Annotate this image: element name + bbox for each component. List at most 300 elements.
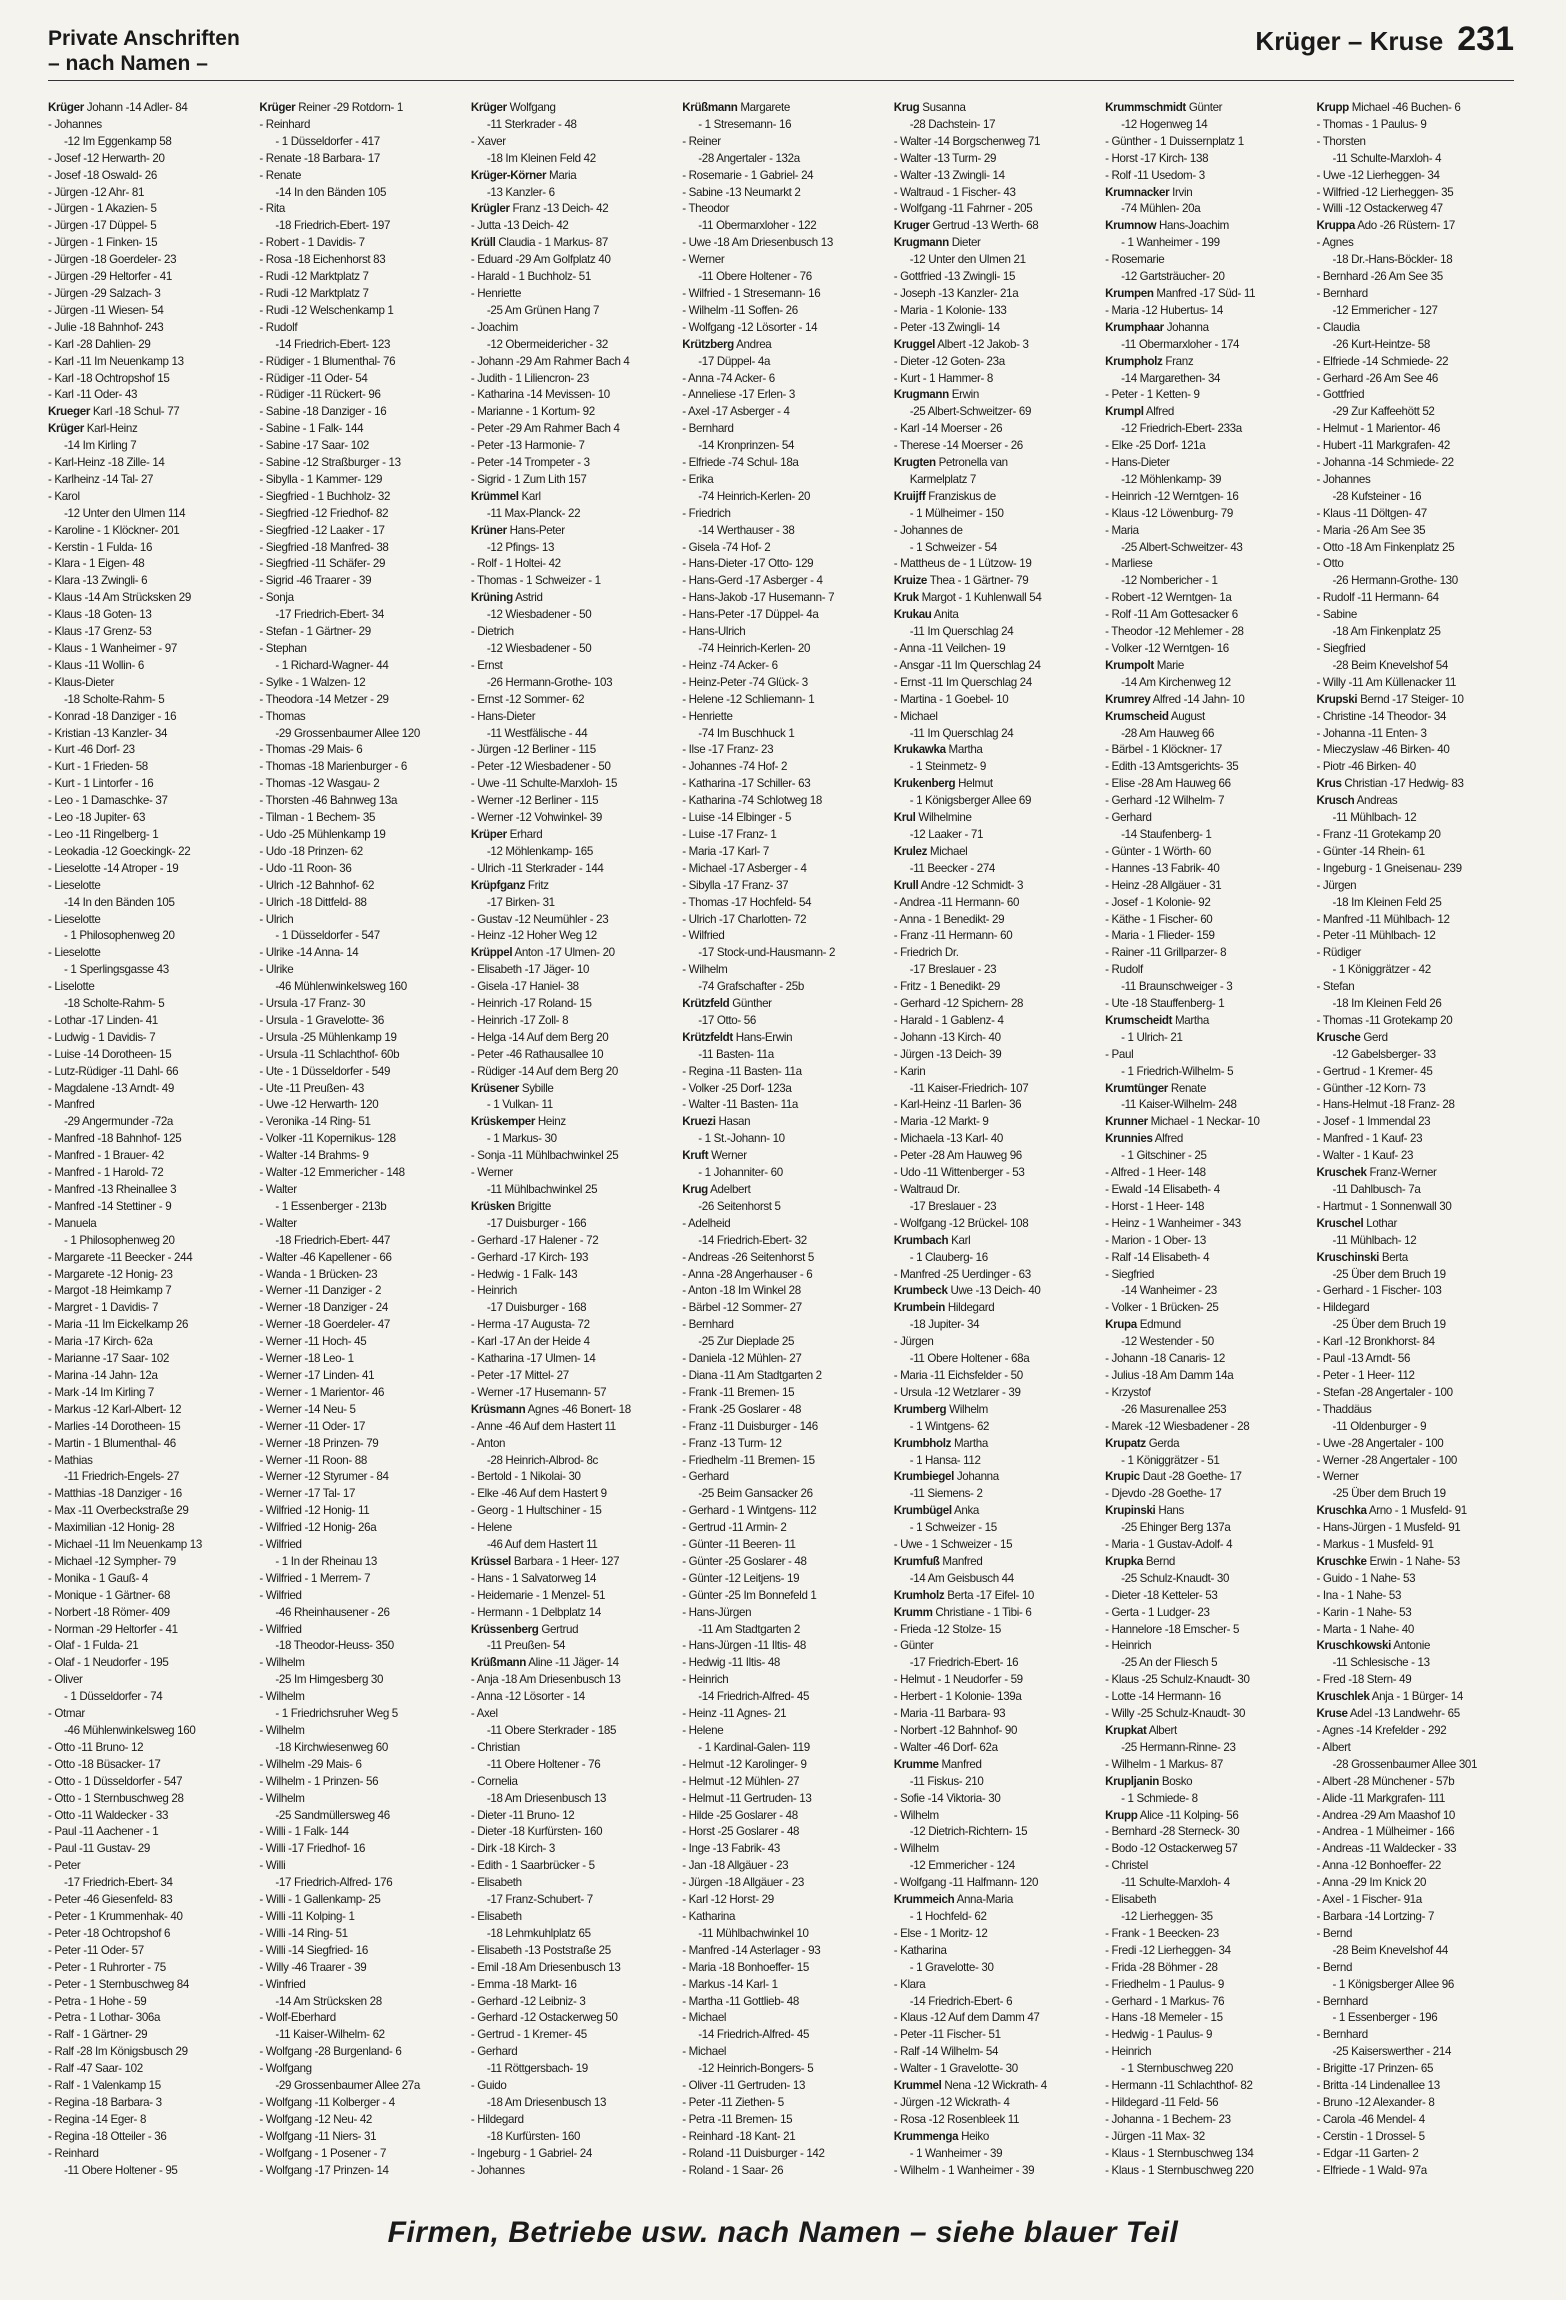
entry-text: - Gottfried bbox=[1316, 388, 1365, 402]
directory-entry bbox=[894, 489, 1091, 506]
directory-entry bbox=[48, 286, 245, 303]
directory-entry bbox=[682, 252, 879, 269]
entry-text: - Frank -25 Goslarer - 48 bbox=[682, 1402, 802, 1416]
entry-text: -11 Im Querschlag 24 bbox=[909, 625, 1014, 639]
entry-text: - Ursula -17 Franz- 30 bbox=[259, 997, 366, 1011]
entry-text: - Lieselotte bbox=[48, 878, 101, 892]
directory-entry bbox=[471, 1199, 668, 1216]
entry-text: Nena -12 Wickrath- 4 bbox=[944, 2079, 1047, 2093]
entry-text: Lothar bbox=[1366, 1216, 1398, 1230]
directory-entry bbox=[471, 438, 668, 455]
directory-entry bbox=[471, 1943, 668, 1960]
entry-text: -14 Am Strücksken 28 bbox=[275, 1994, 382, 2008]
directory-entry bbox=[894, 2095, 1091, 2112]
entry-text: -11 Sterkrader - 48 bbox=[486, 117, 577, 131]
entry-text: - Otto -11 Waldecker - 33 bbox=[48, 1808, 169, 1822]
directory-entry bbox=[894, 1994, 1091, 2011]
entry-text: - Karl -12 Bronkhorst- 84 bbox=[1316, 1335, 1435, 1349]
surname: Kruft bbox=[682, 1149, 709, 1163]
directory-entry bbox=[471, 218, 668, 235]
directory-entry bbox=[1317, 1267, 1514, 1284]
directory-entry bbox=[1317, 895, 1514, 912]
entry-text: - Frieda -12 Stolze- 15 bbox=[893, 1622, 1001, 1636]
entry-text: -11 Obermarxloher - 174 bbox=[1121, 337, 1240, 351]
entry-text: - Hedwig - 1 Paulus- 9 bbox=[1105, 2028, 1213, 2042]
directory-entry bbox=[1105, 523, 1302, 540]
directory-entry bbox=[682, 1097, 879, 1114]
entry-text: - Emma -18 Markt- 16 bbox=[470, 1977, 577, 1991]
entry-text: - Reiner bbox=[682, 134, 721, 148]
directory-entry bbox=[48, 692, 245, 709]
directory-entry bbox=[1105, 1588, 1302, 1605]
entry-text: - Walter -14 Borgschenweg 71 bbox=[893, 134, 1041, 148]
entry-text: -17 Duisburger - 168 bbox=[486, 1301, 587, 1315]
directory-entry bbox=[471, 1469, 668, 1486]
directory-entry bbox=[894, 1824, 1091, 1841]
directory-entry bbox=[894, 337, 1091, 354]
directory-entry bbox=[259, 1469, 456, 1486]
entry-text: - Michael bbox=[893, 709, 938, 723]
directory-entry bbox=[48, 658, 245, 675]
entry-text: -18 Im Kleinen Feld 25 bbox=[1332, 895, 1442, 909]
surname: Krug bbox=[682, 1183, 708, 1196]
entry-text: - Werner bbox=[1316, 1470, 1359, 1484]
directory-entry bbox=[1317, 776, 1514, 793]
directory-entry bbox=[894, 1267, 1091, 1284]
directory-entry bbox=[682, 1300, 879, 1317]
entry-text: - Julie -18 Bahnhof- 243 bbox=[48, 320, 164, 334]
directory-entry bbox=[471, 134, 668, 151]
entry-text: - Helmut -12 Karolinger- 9 bbox=[682, 1757, 807, 1771]
directory-entry bbox=[894, 1706, 1091, 1723]
directory-entry bbox=[259, 2112, 456, 2129]
entry-text: - Elfriede -14 Schmiede- 22 bbox=[1316, 354, 1449, 368]
directory-entry bbox=[894, 1520, 1091, 1537]
entry-text: -17 Breslauer - 23 bbox=[909, 1199, 997, 1213]
surname: Krukawka bbox=[893, 743, 946, 757]
directory-entry bbox=[682, 117, 879, 134]
directory-entry bbox=[894, 404, 1091, 421]
directory-entry bbox=[471, 1622, 668, 1639]
directory-entry bbox=[471, 726, 668, 743]
entry-text: - Thomas - 1 Paulus- 9 bbox=[1316, 117, 1427, 131]
directory-entry bbox=[1105, 354, 1302, 371]
directory-entry bbox=[259, 2095, 456, 2112]
directory-entry bbox=[48, 218, 245, 235]
directory-entry bbox=[682, 1030, 879, 1047]
entry-text: - Dieter -12 Goten- 23a bbox=[893, 354, 1005, 368]
entry-text: -18 Am Driesenbusch 13 bbox=[486, 2095, 607, 2109]
directory-entry bbox=[894, 827, 1091, 844]
surname: Krüsmann bbox=[470, 1402, 526, 1416]
entry-text: - Maria - 1 Kolonie- 133 bbox=[893, 303, 1007, 317]
directory-entry bbox=[259, 1165, 456, 1182]
entry-text: - Wolfgang -11 Kolberger - 4 bbox=[259, 2095, 395, 2109]
entry-text: -25 Im Himgesberg 30 bbox=[275, 1673, 384, 1687]
directory-entry bbox=[682, 1148, 879, 1165]
directory-entry bbox=[682, 1841, 879, 1858]
directory-entry bbox=[48, 201, 245, 218]
entry-text: - Klaus -18 Goten- 13 bbox=[48, 608, 152, 622]
directory-entry bbox=[1105, 1824, 1302, 1841]
entry-text: - Judith - 1 Liliencron- 23 bbox=[470, 371, 589, 385]
directory-entry bbox=[48, 1283, 245, 1300]
entry-text: - Heinz - 1 Wanheimer - 343 bbox=[1105, 1216, 1241, 1230]
entry-text: - Otto - 1 Düsseldorfer - 547 bbox=[48, 1774, 183, 1788]
directory-entry bbox=[894, 1013, 1091, 1030]
directory-entry bbox=[682, 1402, 879, 1419]
directory-entry bbox=[894, 100, 1091, 117]
entry-text: - Siegfried -12 Laaker - 17 bbox=[259, 523, 385, 537]
directory-entry bbox=[1105, 844, 1302, 861]
directory-entry bbox=[1317, 912, 1514, 929]
entry-text: - Karl -28 Dahlien- 29 bbox=[48, 337, 151, 351]
entry-text: - Karl -17 An der Heide 4 bbox=[470, 1335, 590, 1349]
directory-entry bbox=[1317, 2163, 1514, 2180]
directory-entry bbox=[1105, 590, 1302, 607]
directory-entry bbox=[259, 1909, 456, 1926]
entry-text: - 1 Markus- 30 bbox=[486, 1132, 557, 1146]
entry-text: - Dieter -18 Kurfürsten- 160 bbox=[470, 1825, 603, 1839]
entry-text: - Dieter -11 Bruno- 12 bbox=[470, 1808, 575, 1822]
entry-text: - Rolf -11 Usedom- 3 bbox=[1105, 168, 1205, 182]
entry-text: -11 Obere Holtener - 68a bbox=[909, 1352, 1030, 1366]
directory-entry bbox=[682, 1537, 879, 1554]
entry-text: - Maria -18 Bonhoeffer- 15 bbox=[682, 1960, 809, 1974]
entry-text: - Wanda - 1 Brücken- 23 bbox=[259, 1267, 378, 1281]
surname: Krusche bbox=[1316, 1030, 1361, 1044]
directory-entry bbox=[1317, 1723, 1514, 1740]
surname: Kruggel bbox=[893, 337, 936, 351]
directory-entry bbox=[682, 1453, 879, 1470]
entry-text: - Willi -14 Ring- 51 bbox=[259, 1926, 348, 1940]
directory-entry bbox=[1105, 1638, 1302, 1655]
entry-text: - Daniela -12 Mühlen- 27 bbox=[682, 1352, 802, 1366]
entry-text: - Johannes bbox=[48, 117, 102, 131]
directory-entry bbox=[894, 1334, 1091, 1351]
directory-entry bbox=[259, 624, 456, 641]
directory-entry bbox=[1317, 624, 1514, 641]
directory-entry bbox=[682, 1013, 879, 1030]
directory-entry bbox=[894, 692, 1091, 709]
surname: Krull bbox=[893, 878, 919, 892]
directory-entry bbox=[682, 793, 879, 810]
entry-text: - Hans-Helmut -18 Franz- 28 bbox=[1316, 1098, 1455, 1112]
entry-text: - Josef -18 Oswald- 26 bbox=[48, 168, 157, 182]
directory-entry bbox=[259, 151, 456, 168]
section-heading-line1: Private Anschriften bbox=[48, 27, 240, 50]
directory-entry bbox=[1317, 1808, 1514, 1825]
surname: Krusch bbox=[1316, 794, 1355, 808]
entry-text: - Agnes bbox=[1316, 236, 1354, 250]
entry-text: - Otto - 1 Sternbuschweg 28 bbox=[48, 1791, 184, 1805]
entry-text: - Ulrich -11 Sterkrader - 144 bbox=[470, 861, 604, 875]
entry-text: - 1 Ulrich- 21 bbox=[1121, 1030, 1183, 1044]
entry-text: - Krzystof bbox=[1105, 1385, 1151, 1399]
directory-entry bbox=[48, 1453, 245, 1470]
entry-text: - Jürgen -18 Goerdeler- 23 bbox=[48, 253, 177, 267]
directory-entry bbox=[1105, 1351, 1302, 1368]
entry-text: - Gerhard -17 Halener - 72 bbox=[470, 1233, 599, 1247]
entry-text: Franziskus de bbox=[928, 489, 996, 503]
directory-entry bbox=[894, 945, 1091, 962]
directory-entry bbox=[48, 489, 245, 506]
surname: Krützfeld bbox=[682, 997, 730, 1011]
directory-entry bbox=[682, 1419, 879, 1436]
entry-text: - Gerhard -12 Leibniz- 3 bbox=[470, 1994, 586, 2008]
directory-entry bbox=[48, 1097, 245, 1114]
entry-text: - 1 Philosophenweg 20 bbox=[64, 1233, 175, 1247]
directory-entry bbox=[259, 759, 456, 776]
directory-entry bbox=[894, 1723, 1091, 1740]
directory-entry bbox=[894, 134, 1091, 151]
entry-text: -28 Grossenbaumer Allee 301 bbox=[1332, 1757, 1478, 1771]
entry-text: - Ulrich -12 Bahnhof- 62 bbox=[259, 878, 375, 892]
directory-entry bbox=[259, 726, 456, 743]
directory-entry bbox=[682, 1909, 879, 1926]
entry-text: -18 Lehmkuhlplatz 65 bbox=[486, 1926, 591, 1940]
entry-text: - Willy -25 Schulz-Knaudt- 30 bbox=[1105, 1707, 1246, 1721]
entry-text: Berta -17 Eifel- 10 bbox=[947, 1588, 1035, 1602]
entry-text: - Werner - 1 Marientor- 46 bbox=[259, 1385, 385, 1399]
directory-entry bbox=[259, 506, 456, 523]
entry-text: - Ilse -17 Franz- 23 bbox=[682, 743, 774, 757]
directory-entry bbox=[48, 455, 245, 472]
entry-text: -17 Duisburger - 166 bbox=[486, 1216, 587, 1230]
directory-entry bbox=[894, 117, 1091, 134]
directory-entry bbox=[48, 1081, 245, 1098]
entry-text: - Edith -13 Amtsgerichts- 35 bbox=[1105, 760, 1239, 774]
entry-text: - Michael bbox=[682, 2045, 727, 2059]
entry-text: Maria bbox=[549, 168, 577, 182]
directory-entry bbox=[1317, 1926, 1514, 1943]
directory-entry bbox=[1317, 1469, 1514, 1486]
directory-entry bbox=[1317, 303, 1514, 320]
directory-entry bbox=[682, 540, 879, 557]
entry-text: - Josef - 1 Immendal 23 bbox=[1316, 1115, 1431, 1129]
entry-text: - Piotr -46 Birken- 40 bbox=[1316, 760, 1416, 774]
entry-text: - Sabine -12 Straßburger - 13 bbox=[259, 456, 401, 470]
entry-text: -18 Am Driesenbusch 13 bbox=[486, 1791, 607, 1805]
directory-entry bbox=[682, 658, 879, 675]
entry-text: - Elfriede - 1 Wald- 97a bbox=[1316, 2163, 1427, 2177]
directory-entry bbox=[1105, 878, 1302, 895]
entry-text: - Hedwig - 1 Falk- 143 bbox=[470, 1267, 578, 1281]
entry-text: - Ludwig - 1 Davidis- 7 bbox=[48, 1030, 156, 1044]
directory-entry bbox=[894, 185, 1091, 202]
directory-entry bbox=[1105, 573, 1302, 590]
entry-text: Martha bbox=[953, 1436, 988, 1450]
directory-entry bbox=[259, 1926, 456, 1943]
entry-text: - Frida -28 Böhmer - 28 bbox=[1105, 1960, 1218, 1974]
entry-text: -12 Gabelsberger- 33 bbox=[1332, 1047, 1436, 1061]
directory-entry bbox=[1105, 1030, 1302, 1047]
entry-text: - Jürgen -11 Max- 32 bbox=[1105, 2129, 1205, 2143]
directory-entry bbox=[48, 1436, 245, 1453]
entry-text: - Wilhelm bbox=[259, 1724, 305, 1737]
directory-entry bbox=[1317, 844, 1514, 861]
entry-text: - Wilhelm bbox=[259, 1656, 305, 1670]
entry-text: - Peter -29 Am Rahmer Bach 4 bbox=[470, 422, 620, 436]
directory-entry bbox=[894, 1030, 1091, 1047]
entry-text: - Rüdiger - 1 Blumenthal- 76 bbox=[259, 354, 396, 368]
directory-entry bbox=[259, 2010, 456, 2027]
directory-entry bbox=[48, 1419, 245, 1436]
surname: Krüppel bbox=[470, 946, 513, 960]
directory-entry bbox=[48, 1638, 245, 1655]
directory-entry bbox=[1317, 218, 1514, 235]
directory-entry bbox=[259, 1605, 456, 1622]
directory-entry bbox=[48, 2061, 245, 2078]
entry-text: - Hildegard bbox=[1316, 1301, 1370, 1315]
entry-text: - Michaela -13 Karl- 40 bbox=[893, 1132, 1003, 1146]
entry-text: -25 Über dem Bruch 19 bbox=[1332, 1267, 1446, 1281]
directory-entry bbox=[48, 1317, 245, 1334]
directory-entry bbox=[682, 320, 879, 337]
surname: Kruijff bbox=[893, 489, 926, 503]
entry-text: - Peter -17 Mittel- 27 bbox=[470, 1368, 569, 1382]
surname: Kruezi bbox=[682, 1115, 716, 1129]
directory-entry bbox=[1105, 1571, 1302, 1588]
entry-text: -12 Emmericher - 124 bbox=[909, 1859, 1015, 1873]
directory-entry bbox=[1317, 151, 1514, 168]
directory-entry bbox=[682, 1875, 879, 1892]
directory-entry bbox=[471, 979, 668, 996]
entry-text: - Hans-Gerd -17 Asberger - 4 bbox=[682, 574, 823, 588]
directory-entry bbox=[1317, 1233, 1514, 1250]
entry-text: - Andrea -11 Hermann- 60 bbox=[893, 895, 1020, 909]
entry-text: -25 Kaiserswerther - 214 bbox=[1332, 2045, 1452, 2059]
entry-text: - Ernst -11 Im Querschlag 24 bbox=[893, 675, 1032, 689]
directory-entry bbox=[894, 2112, 1091, 2129]
directory-entry bbox=[894, 1453, 1091, 1470]
entry-text: -11 Im Querschlag 24 bbox=[909, 726, 1014, 740]
entry-text: - 1 Essenberger - 196 bbox=[1332, 2011, 1438, 2025]
directory-entry bbox=[894, 1097, 1091, 1114]
entry-text: -11 Kaiser-Friedrich- 107 bbox=[909, 1081, 1029, 1095]
directory-entry bbox=[1105, 1436, 1302, 1453]
directory-entry bbox=[894, 1774, 1091, 1791]
entry-text: -11 Mühlbachwinkel 10 bbox=[698, 1926, 809, 1940]
entry-text: - Walter -46 Dorf- 62a bbox=[893, 1740, 998, 1754]
entry-text: - Karl -12 Horst- 29 bbox=[682, 1893, 774, 1907]
entry-text: Werner bbox=[711, 1149, 747, 1163]
directory-entry bbox=[259, 1655, 456, 1672]
entry-text: - Jürgen -11 Wiesen- 54 bbox=[48, 303, 164, 317]
entry-text: - Sibylla -17 Franz- 37 bbox=[682, 878, 789, 892]
entry-text: - Tilman - 1 Bechem- 35 bbox=[259, 811, 376, 825]
directory-entry bbox=[894, 1250, 1091, 1267]
entry-text: - Wolfgang -11 Niers- 31 bbox=[259, 2129, 377, 2143]
entry-text: - Regina -18 Otteiler - 36 bbox=[48, 2129, 167, 2143]
directory-entry bbox=[1105, 151, 1302, 168]
entry-text: - Wilfried - 1 Stresemann- 16 bbox=[682, 286, 821, 300]
entry-text: - Peter -11 Oder- 57 bbox=[48, 1943, 144, 1957]
entry-text: - Rudi -12 Marktplatz 7 bbox=[259, 270, 369, 284]
directory-entry bbox=[682, 861, 879, 878]
directory-entry bbox=[682, 489, 879, 506]
entry-text: -25 Zur Dieplade 25 bbox=[698, 1335, 795, 1349]
entry-text: - Heinrich bbox=[1105, 2045, 1152, 2059]
entry-text: -17 Friedrich-Alfred- 176 bbox=[275, 1876, 393, 1890]
directory-entry bbox=[1317, 1385, 1514, 1402]
entry-text: - Wolfgang -12 Neu- 42 bbox=[259, 2112, 373, 2126]
directory-entry bbox=[1105, 1740, 1302, 1757]
entry-text: - Bernhard bbox=[682, 422, 734, 436]
directory-entry bbox=[1317, 523, 1514, 540]
directory-entry bbox=[259, 945, 456, 962]
entry-text: Bernd bbox=[1145, 1554, 1176, 1568]
directory-entry bbox=[471, 235, 668, 252]
directory-entry bbox=[1105, 1520, 1302, 1537]
directory-entry bbox=[471, 692, 668, 709]
entry-text: - Werner -12 Berliner - 115 bbox=[470, 794, 599, 808]
directory-entry bbox=[894, 996, 1091, 1013]
entry-text: - Willi bbox=[259, 1859, 286, 1873]
entry-text: - Reinhard bbox=[48, 2146, 99, 2160]
entry-text: - Rüdiger -14 Auf dem Berg 20 bbox=[470, 1064, 618, 1078]
entry-text: - Helene bbox=[682, 1724, 724, 1737]
directory-entry bbox=[1105, 2129, 1302, 2146]
entry-text: -12 Lierheggen- 35 bbox=[1121, 1909, 1213, 1923]
directory-entry bbox=[894, 1436, 1091, 1453]
directory-entry bbox=[1105, 117, 1302, 134]
directory-entry bbox=[1317, 1131, 1514, 1148]
entry-text: - Theodor -12 Mehlemer - 28 bbox=[1105, 625, 1244, 639]
directory-entry bbox=[894, 1605, 1091, 1622]
directory-entry bbox=[1105, 1503, 1302, 1520]
entry-text: -11 Fiskus- 210 bbox=[909, 1774, 984, 1788]
directory-entry bbox=[471, 1537, 668, 1554]
entry-text: - Marion - 1 Ober- 13 bbox=[1105, 1233, 1207, 1247]
directory-entry bbox=[471, 404, 668, 421]
directory-entry bbox=[894, 1588, 1091, 1605]
directory-entry bbox=[471, 1385, 668, 1402]
entry-text: - Margarete -11 Beecker - 244 bbox=[48, 1250, 193, 1264]
entry-text: - Ernst -12 Sommer- 62 bbox=[470, 692, 585, 706]
directory-entry bbox=[1317, 1740, 1514, 1757]
directory-entry bbox=[471, 2095, 668, 2112]
entry-text: - Gisela -17 Haniel- 38 bbox=[470, 980, 579, 994]
directory-entry bbox=[1105, 979, 1302, 996]
directory-entry bbox=[894, 2179, 1091, 2180]
entry-text: - Kurt - 1 Hammer- 8 bbox=[893, 371, 993, 385]
directory-entry bbox=[1317, 1824, 1514, 1841]
directory-entry bbox=[48, 320, 245, 337]
directory-entry bbox=[471, 1875, 668, 1892]
entry-text: - Thaddäus bbox=[1316, 1402, 1372, 1416]
entry-text: - Peter -46 Rathausallee 10 bbox=[470, 1047, 604, 1061]
entry-text: - Stefan - 1 Gärtner- 29 bbox=[259, 625, 371, 639]
entry-text: -11 Röttgersbach- 19 bbox=[486, 2062, 588, 2076]
directory-entry bbox=[894, 1757, 1091, 1774]
directory-entry bbox=[471, 2061, 668, 2078]
entry-text: - 1 Friedrich-Wilhelm- 5 bbox=[1121, 1064, 1234, 1078]
entry-text: - Fredi -12 Lierheggen- 34 bbox=[1105, 1943, 1231, 1957]
directory-entry bbox=[682, 1791, 879, 1808]
surname: Krumpholz bbox=[1105, 354, 1163, 368]
entry-text: - Johann -13 Kirch- 40 bbox=[893, 1030, 1001, 1044]
directory-entry bbox=[1317, 455, 1514, 472]
directory-entry bbox=[682, 303, 879, 320]
directory-entry bbox=[1105, 185, 1302, 202]
entry-text: - Kerstin - 1 Fulda- 16 bbox=[48, 540, 153, 554]
entry-text: -18 Friedrich-Ebert- 197 bbox=[275, 219, 391, 233]
directory-entry bbox=[1105, 658, 1302, 675]
directory-entry bbox=[1105, 1622, 1302, 1639]
entry-text: Claudia - 1 Markus- 87 bbox=[498, 236, 608, 250]
surname: Krümmel bbox=[470, 489, 519, 503]
